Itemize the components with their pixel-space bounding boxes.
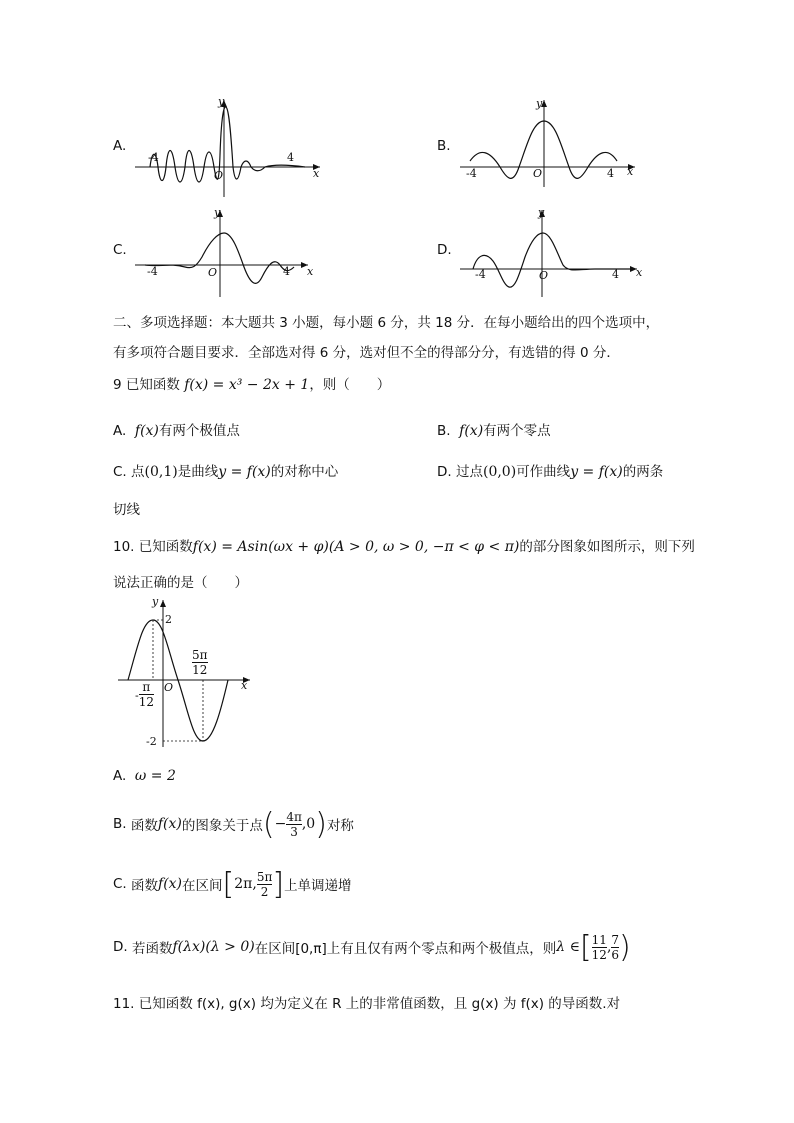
graph-a: [130, 95, 330, 200]
graph-b-origin: O: [533, 167, 543, 180]
graph-c-origin: O: [208, 266, 218, 279]
q10-graph: [113, 595, 258, 750]
graph-a-xpos: 4: [287, 151, 294, 164]
q9-number: 9: [113, 377, 122, 393]
graph-d-origin: O: [539, 269, 549, 282]
graph-c-x: x: [307, 265, 314, 278]
q10-graph-x: x: [241, 679, 248, 692]
graph-a-y: y: [218, 95, 225, 108]
q9-stem: 9 已知函数 f(x) = x³ − 2x + 1，则（ ）: [113, 377, 391, 393]
graph-a-origin: O: [214, 169, 224, 182]
q10-graph-y: y: [152, 595, 159, 608]
q10-stem-line2: 说法正确的是（ ）: [113, 575, 248, 591]
q10-graph-ymin: -2: [146, 735, 157, 748]
q10-option-b: B. 函数 f(x) 的图象关于点 ( − $\frac{4\pi}{3}$ ,0 ) 对称: [113, 806, 354, 842]
q9-option-c: C. 点(0,1)是曲线y = f(x)的对称中心: [113, 464, 339, 480]
graph-d-x: x: [636, 266, 643, 279]
q10-graph-ymax: 2: [165, 613, 172, 626]
q9-option-d-cont: 切线: [113, 502, 140, 518]
q10-option-c: C. 函数 f(x) 在区间 [ 2π, $\frac{5\pi}{2}$ ] 上单调递增: [113, 866, 352, 902]
graph-c-xpos: 4: [283, 265, 290, 278]
q10-graph-origin: O: [164, 681, 174, 694]
graph-d-curve: [473, 233, 630, 287]
q11-stem: 11. 已知函数 f(x), g(x) 均为定义在 R 上的非常值函数，且 g(x) 为 f(x) 的导函数.对: [113, 996, 621, 1012]
graph-b-label: B.: [437, 138, 451, 154]
q10-graph-xright: $\frac{5\pi}{12}$: [192, 648, 208, 677]
graph-c: [130, 205, 320, 300]
q9-option-d: D. 过点(0,0)可作曲线y = f(x)的两条: [437, 464, 664, 480]
graph-b-xneg: -4: [466, 167, 477, 180]
graph-a-curve: [150, 107, 305, 182]
section2-line1: 二、多项选择题：本大题共 3 小题，每小题 6 分，共 18 分．在每小题给出的四个选项中，: [113, 315, 660, 331]
q9-option-a: A. f(x)有两个极值点: [113, 423, 240, 439]
q9-option-b: B. f(x)有两个零点: [437, 423, 551, 439]
q10-option-a: A. ω = 2: [113, 768, 176, 784]
graph-d: [455, 205, 650, 300]
graph-d-y: y: [538, 206, 545, 219]
q10-option-d: D. 若函数 f(λx)(λ > 0) 在区间[0,π]上有且仅有两个零点和两个极值点，则 λ ∈ [ $\frac{11}{12}$ , $\frac{7}{6}$ ): [113, 929, 631, 965]
graph-b: [455, 95, 645, 190]
graph-d-xneg: -4: [475, 268, 486, 281]
section2-line2: 有多项符合题目要求．全部选对得 6 分，选对但不全的得部分分，有选错的得 0 分．: [113, 345, 620, 361]
graph-a-x: x: [313, 167, 320, 180]
graph-d-label: D.: [437, 242, 452, 258]
graph-c-y: y: [214, 206, 221, 219]
graph-c-label: C.: [113, 242, 127, 258]
graph-b-y: y: [536, 97, 543, 110]
graph-a-xneg: -4: [148, 151, 159, 164]
q10-function: f(x) = Asin(ωx + φ)(A > 0, ω > 0, −π < φ < π): [192, 539, 520, 555]
graph-a-label: A.: [113, 138, 127, 154]
q10-graph-xleft: - $\frac{\pi}{12}$: [135, 680, 154, 709]
q10-number: 10.: [113, 539, 135, 555]
graph-b-xpos: 4: [607, 167, 614, 180]
q10-stem: 10. 已知函数f(x) = Asin(ωx + φ)(A > 0, ω > 0, −π < φ < π)的部分图象如图所示，则下列: [113, 539, 695, 555]
q9-function: f(x) = x³ − 2x + 1: [184, 377, 310, 393]
graph-b-x: x: [627, 165, 634, 178]
q11-number: 11.: [113, 996, 135, 1012]
graph-c-xneg: -4: [147, 265, 158, 278]
graph-d-xpos: 4: [612, 268, 619, 281]
